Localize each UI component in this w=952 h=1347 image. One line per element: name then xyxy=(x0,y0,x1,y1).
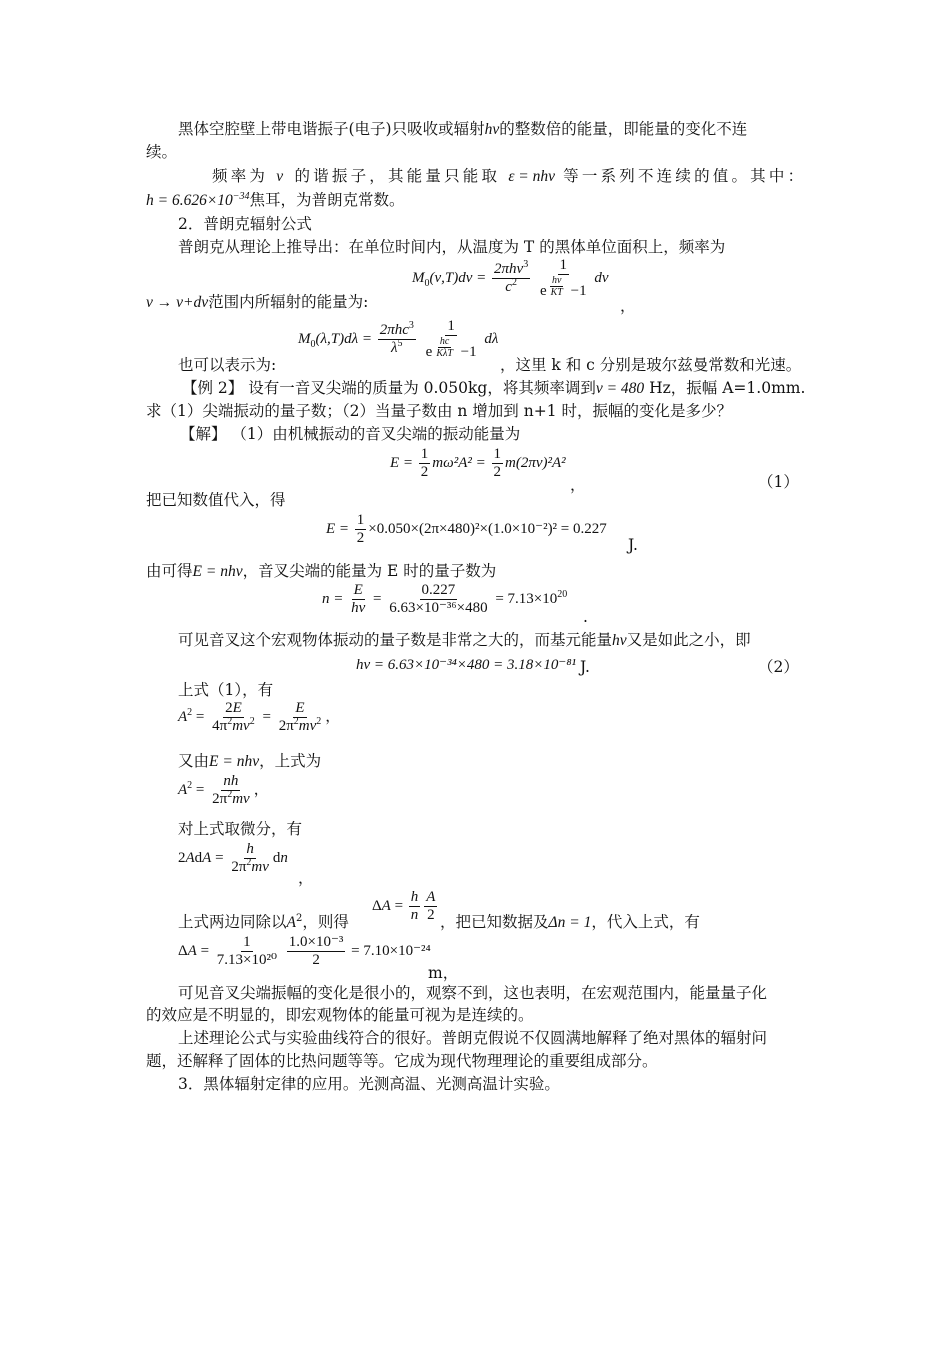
math-inline: Δn = 1 xyxy=(548,914,592,931)
fraction: 1 e $^{\frac{hc}{\text{KλT}}}$ −1 xyxy=(425,318,477,360)
paragraph-line: 题，还解释了固体的比热问题等等。它成为现代物理理论的重要组成部分。 xyxy=(146,1052,658,1070)
paragraph-line: 上式（1），有 xyxy=(178,681,274,699)
fraction: $\frac{2\pi h\nu^3}{c^2}$ xyxy=(494,258,529,295)
punctuation: ， xyxy=(620,297,636,315)
math-inline: ν → ν+dν xyxy=(146,294,209,311)
unit: J. xyxy=(628,536,638,554)
paragraph-line: ，把已知数据及Δn = 1，代入上式，有 xyxy=(440,913,700,931)
fraction: $\frac{2\pi hc^3}{\lambda^5}$ xyxy=(379,319,414,356)
solution-heading: 【解】 （1）由机械振动的音叉尖端的振动能量为 xyxy=(180,425,521,443)
paragraph-line: 的效应是不明显的，即宏观物体的能量可视为是连续的。 xyxy=(146,1006,534,1024)
example-heading: 【例 2】 设有一音叉尖端的质量为 0.050kg，将其频率调到ν = 480 Hz，振幅 A=1.0mm. xyxy=(182,379,806,397)
amplitude-formula-1: $A^2$ = $\frac{2E}{4\pi^2m\nu^2}$ = $\frac{E}{2\pi^2m\nu^2}$ ， xyxy=(178,700,341,734)
math-inline: E = nhν xyxy=(209,753,260,770)
paragraph-line: 对上式取微分，有 xyxy=(178,820,303,838)
paragraph-line: 又由E = nhν，上式为 xyxy=(178,752,322,770)
math-symbol: ν xyxy=(276,168,287,185)
unit: m， xyxy=(428,964,459,982)
paragraph-line: 可见音叉这个宏观物体振动的量子数是非常之大的，而基元能量hν又是如此之小，即 xyxy=(178,631,751,649)
paragraph-line: 可见音叉尖端振幅的变化是很小的，观察不到，这也表明，在宏观范围内，能量量子化 xyxy=(178,984,768,1002)
delta-amplitude-formula: ΔA = $\frac{h}{n}$ $\frac{A}{2}$ xyxy=(372,889,436,923)
math-symbol: hν xyxy=(612,632,627,649)
math-symbol: hν xyxy=(484,121,500,138)
paragraph-line: 也可以表示为: xyxy=(178,356,277,374)
math-inline: h = 6.626×10 xyxy=(146,192,233,209)
paragraph-line: ν → ν+dν范围内所辐射的能量为: xyxy=(146,293,369,311)
energy-value-formula: E = $\frac{1}{2}$ ×0.050×(2π×480)²×(1.0×10⁻²)² = 0.227 xyxy=(326,512,607,546)
section-heading: 3．黑体辐射定律的应用。光测高温、光测高温计实验。 xyxy=(178,1075,560,1093)
paragraph-line: 普朗克从理论上推导出：在单位时间内，从温度为 T 的黑体单位面积上，频率为 xyxy=(178,238,726,256)
equation-number: （1） xyxy=(758,473,799,491)
paragraph-line: $h = 6.626\times 10^{-34}$焦耳，为普朗克常数。 xyxy=(146,190,405,209)
fraction: 1 e $^{\frac{h\nu}{KT}}$ −1 xyxy=(539,257,587,299)
math-inline: ν = 480 xyxy=(595,380,645,397)
equation-number: （2） xyxy=(758,658,799,676)
paragraph-line: 把已知数值代入，得 xyxy=(146,491,286,509)
planck-formula-frequency: $M_0(\nu,T)d\nu$ = $\frac{2\pi h\nu^3}{c^2}$ 1 e $^{\frac{h\nu}{KT}}$ −1 dν xyxy=(412,257,609,299)
paragraph-line: 频率为 ν 的谐振子，其能量只能取 ε = nhν 等一系列不连续的值。其中： xyxy=(212,167,807,185)
amplitude-formula-2: $A^2$ = $\frac{nh}{2\pi^2m\nu}$ ， xyxy=(178,773,269,807)
hv-value-formula: hν = 6.63×10⁻³⁴×480 = 3.18×10⁻⁸¹ xyxy=(356,657,577,673)
math-inline: ε = nhν xyxy=(508,168,556,185)
energy-formula: E = $\frac{1}{2}$ mω²A² = $\frac{1}{2}$ m(2πν)²A² xyxy=(390,446,566,480)
quantum-number-formula: n = $\frac{E}{h\nu}$ = $\frac{0.227}{\text{6.63×10⁻³⁶×480}}$ = $7.13\times 10^{20}$ xyxy=(322,582,568,616)
delta-amplitude-value: ΔA = $\frac{1}{\text{7.13×10²⁰}}$ $\frac{\text{1.0×10⁻³}}{2}$ = 7.10×10⁻²⁴ xyxy=(178,934,431,968)
document-page: 黑体空腔壁上带电谐振子(电子)只吸收或辐射hν的整数倍的能量，即能量的变化不连 续。 频率为 ν 的谐振子，其能量只能取 ε = nhν 等一系列不连续的值。其中： $h = 6.626\times 10^{-34}$焦耳，为普朗克常数。 2．普朗克辐射公式 普朗克从理论上推导出：在单位时间内，从温度为 T 的黑体单位面积上，频率为 $M_0(\nu,T)d\nu$ = $\frac{2\pi h\nu^3}{c^2}$ 1 e $^{\frac{h\nu}{KT}}$ −1 dν ν → ν+dν范围内所辐射的能量为: ， $M_0(\lambda,T)d\lambda$ = $\frac{2\pi hc^3}{\lambda^5}$ 1 e $^{\frac{hc}{\text{KλT}}}$ −1 dλ 也可以表示为: ，这里 k 和 c 分别是玻尔兹曼常数和光速。 【例 2】 设有一音叉尖端的质量为 0.050kg，将其频率调到ν = 480 Hz，振幅 A=1.0mm. 求（1）尖端振动的量子数；（2）当量子数由 n 增加到 n+1 时，振幅的变化是多少？ 【解】 （1）由机械振动的音叉尖端的振动能量为 E = $\frac{1}{2}$ mω²A² = $\frac{1}{2}$ m(2πν)²A² ， （1） 把已知数值代入，得 E = $\frac{1}{2}$ ×0.050×(2π×480)²×(1.0×10⁻²)² = 0.227 J. 由可得E = nhν，音叉尖端的能量为 E 时的量子数为 n = $\frac{E}{h\nu}$ = $\frac{0.227}{\text{6.63×10⁻³⁶×480}}$ = $7.13\times 10^{20}$ . 可见音叉这个宏观物体振动的量子数是非常之大的，而基元能量hν又是如此之小，即 hν = 6.63×10⁻³⁴×480 = 3.18×10⁻⁸¹ J. （2） 上式（1），有 $A^2$ = $\frac{2E}{4\pi^2m\nu^2}$ = $\frac{E}{2\pi^2m\nu^2}$ ， 又由E = nhν，上式为 $A^2$ = $\frac{nh}{2\pi^2m\nu}$ ， 对上式取微分，有 2AdA = $\frac{h}{2\pi^2m\nu}$ dn ， 上式两边同除以$A^2$，则得 ΔA = $\frac{h}{n}$ $\frac{A}{2}$ ，把已知数据及Δn = 1，代入上式，有 ΔA = $\frac{1}{\text{7.13×10²⁰}}$ $\frac{\text{1.0×10⁻³}}{2}$ = 7.10×10⁻²⁴ m， 可见音叉尖端振幅的变化是很小的，观察不到，这也表明，在宏观范围内，能量量子化 的效应是不明显的，即宏观物体的能量可视为是连续的。 上述理论公式与实验曲线符合的很好。普朗克假说不仅圆满地解释了绝对黑体的辐射问 题，还解释了固体的比热问题等等。它成为现代物理理论的重要组成部分。 3．黑体辐射定律的应用。光测高温、光测高温计实验。 xyxy=(146,120,807,1093)
planck-formula-wavelength: $M_0(\lambda,T)d\lambda$ = $\frac{2\pi hc^3}{\lambda^5}$ 1 e $^{\frac{hc}{\text{KλT}}}$ −1 dλ xyxy=(298,318,499,360)
text: 的整数倍的能量，即能量的变化不连 xyxy=(499,120,748,138)
math-inline: E = nhν xyxy=(192,563,243,580)
paragraph-line: 由可得E = nhν，音叉尖端的能量为 E 时的量子数为 xyxy=(146,562,497,580)
text: 黑体空腔壁上带电谐振子(电子)只吸收或辐射 xyxy=(178,120,485,138)
paragraph-line: ，这里 k 和 c 分别是玻尔兹曼常数和光速。 xyxy=(500,356,802,374)
paragraph-line: 上述理论公式与实验曲线符合的很好。普朗克假说不仅圆满地解释了绝对黑体的辐射问 xyxy=(178,1029,768,1047)
section-heading: 2．普朗克辐射公式 xyxy=(178,215,312,233)
paragraph-line: 上式两边同除以$A^2$，则得 xyxy=(178,912,349,931)
paragraph-line xyxy=(178,119,747,140)
differential-formula: 2AdA = $\frac{h}{2\pi^2m\nu}$ dn xyxy=(178,841,288,875)
paragraph-line: 求（1）尖端振动的量子数；（2）当量子数由 n 增加到 n+1 时，振幅的变化是多少？ xyxy=(146,402,732,420)
unit: J. xyxy=(580,658,590,676)
paragraph-line: 续。 xyxy=(146,143,178,161)
